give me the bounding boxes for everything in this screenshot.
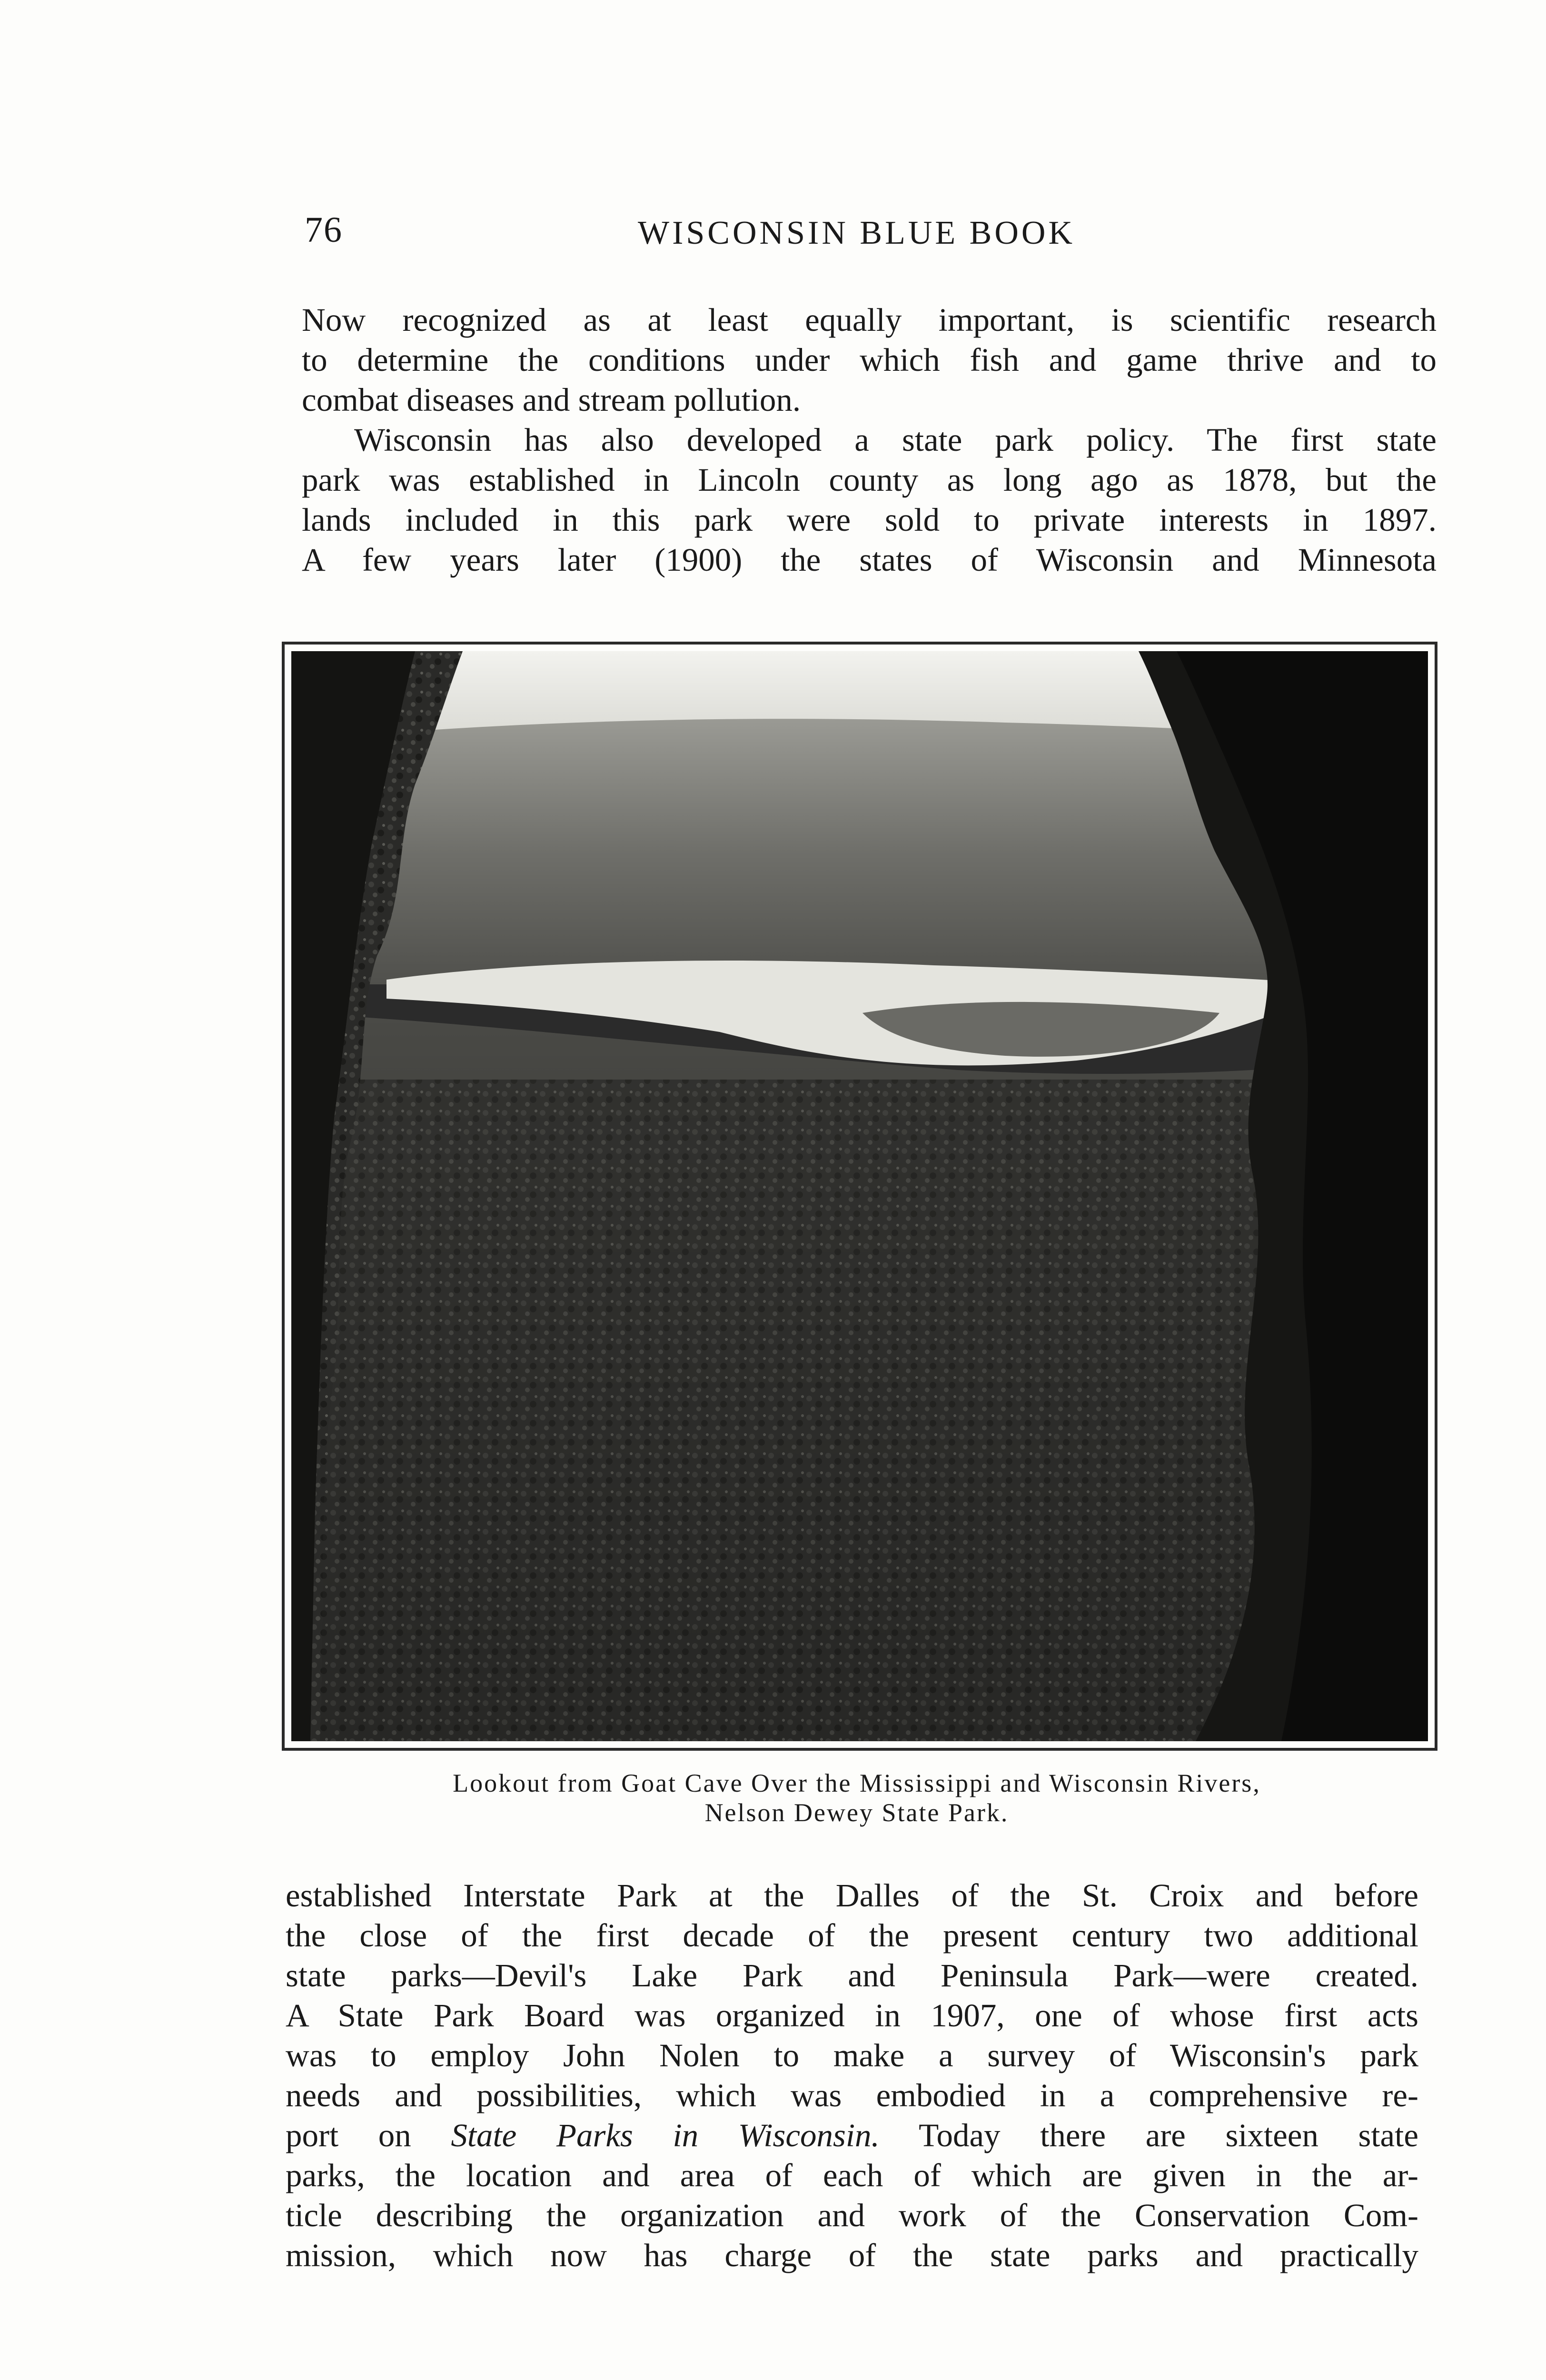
caption-line: Nelson Dewey State Park. <box>704 1798 1009 1827</box>
text-line: established Interstate Park at the Dalles of the St. Croix and before <box>286 1877 1418 1914</box>
text-line: parks, the location and area of each of which are given in the ar- <box>286 2157 1418 2193</box>
text-line: park was established in Lincoln county as long ago as 1878, but the <box>302 462 1437 498</box>
text-line: Wisconsin has also developed a state park policy. The first state <box>354 422 1437 458</box>
text-line: Now recognized as at least equally important, is scientific research <box>302 302 1437 338</box>
text-fragment: Today there are sixteen state <box>879 2117 1418 2153</box>
text-fragment: port on <box>286 2117 451 2153</box>
text-line: lands included in this park were sold to private interests in 1897. <box>302 502 1437 538</box>
text-line: was to employ John Nolen to make a survey of Wisconsin's park <box>286 2037 1418 2073</box>
text-line: A State Park Board was organized in 1907, one of whose first acts <box>286 1997 1418 2033</box>
page-number: 76 <box>305 210 343 250</box>
photo-figure <box>282 642 1437 1751</box>
italic-title: State Parks in Wisconsin. <box>451 2117 880 2153</box>
bottom-paragraph <box>286 1875 1418 2275</box>
landscape-photo <box>291 651 1428 1741</box>
text-line: mission, which now has charge of the state parks and practically <box>286 2237 1418 2273</box>
text-line: to determine the conditions under which fish and game thrive and to <box>302 342 1437 378</box>
text-line: ticle describing the organization and work of the Conservation Com- <box>286 2197 1418 2233</box>
text-line: combat diseases and stream pollution. <box>302 382 801 418</box>
caption-line: Lookout from Goat Cave Over the Mississippi and Wisconsin Rivers, <box>453 1769 1261 1797</box>
figure-caption <box>305 1768 1409 1827</box>
text-line: needs and possibilities, which was embodied in a comprehensive re- <box>286 2077 1418 2113</box>
running-head: WISCONSIN BLUE BOOK <box>638 215 1075 251</box>
text-line: the close of the first decade of the present century two additional <box>286 1917 1418 1954</box>
top-paragraphs <box>302 300 1437 580</box>
text-line <box>286 2115 1418 2155</box>
text-line: A few years later (1900) the states of Wisconsin and Minnesota <box>302 542 1437 578</box>
text-line: state parks—Devil's Lake Park and Peninsula Park—were created. <box>286 1957 1418 1993</box>
page-header <box>305 209 1437 262</box>
